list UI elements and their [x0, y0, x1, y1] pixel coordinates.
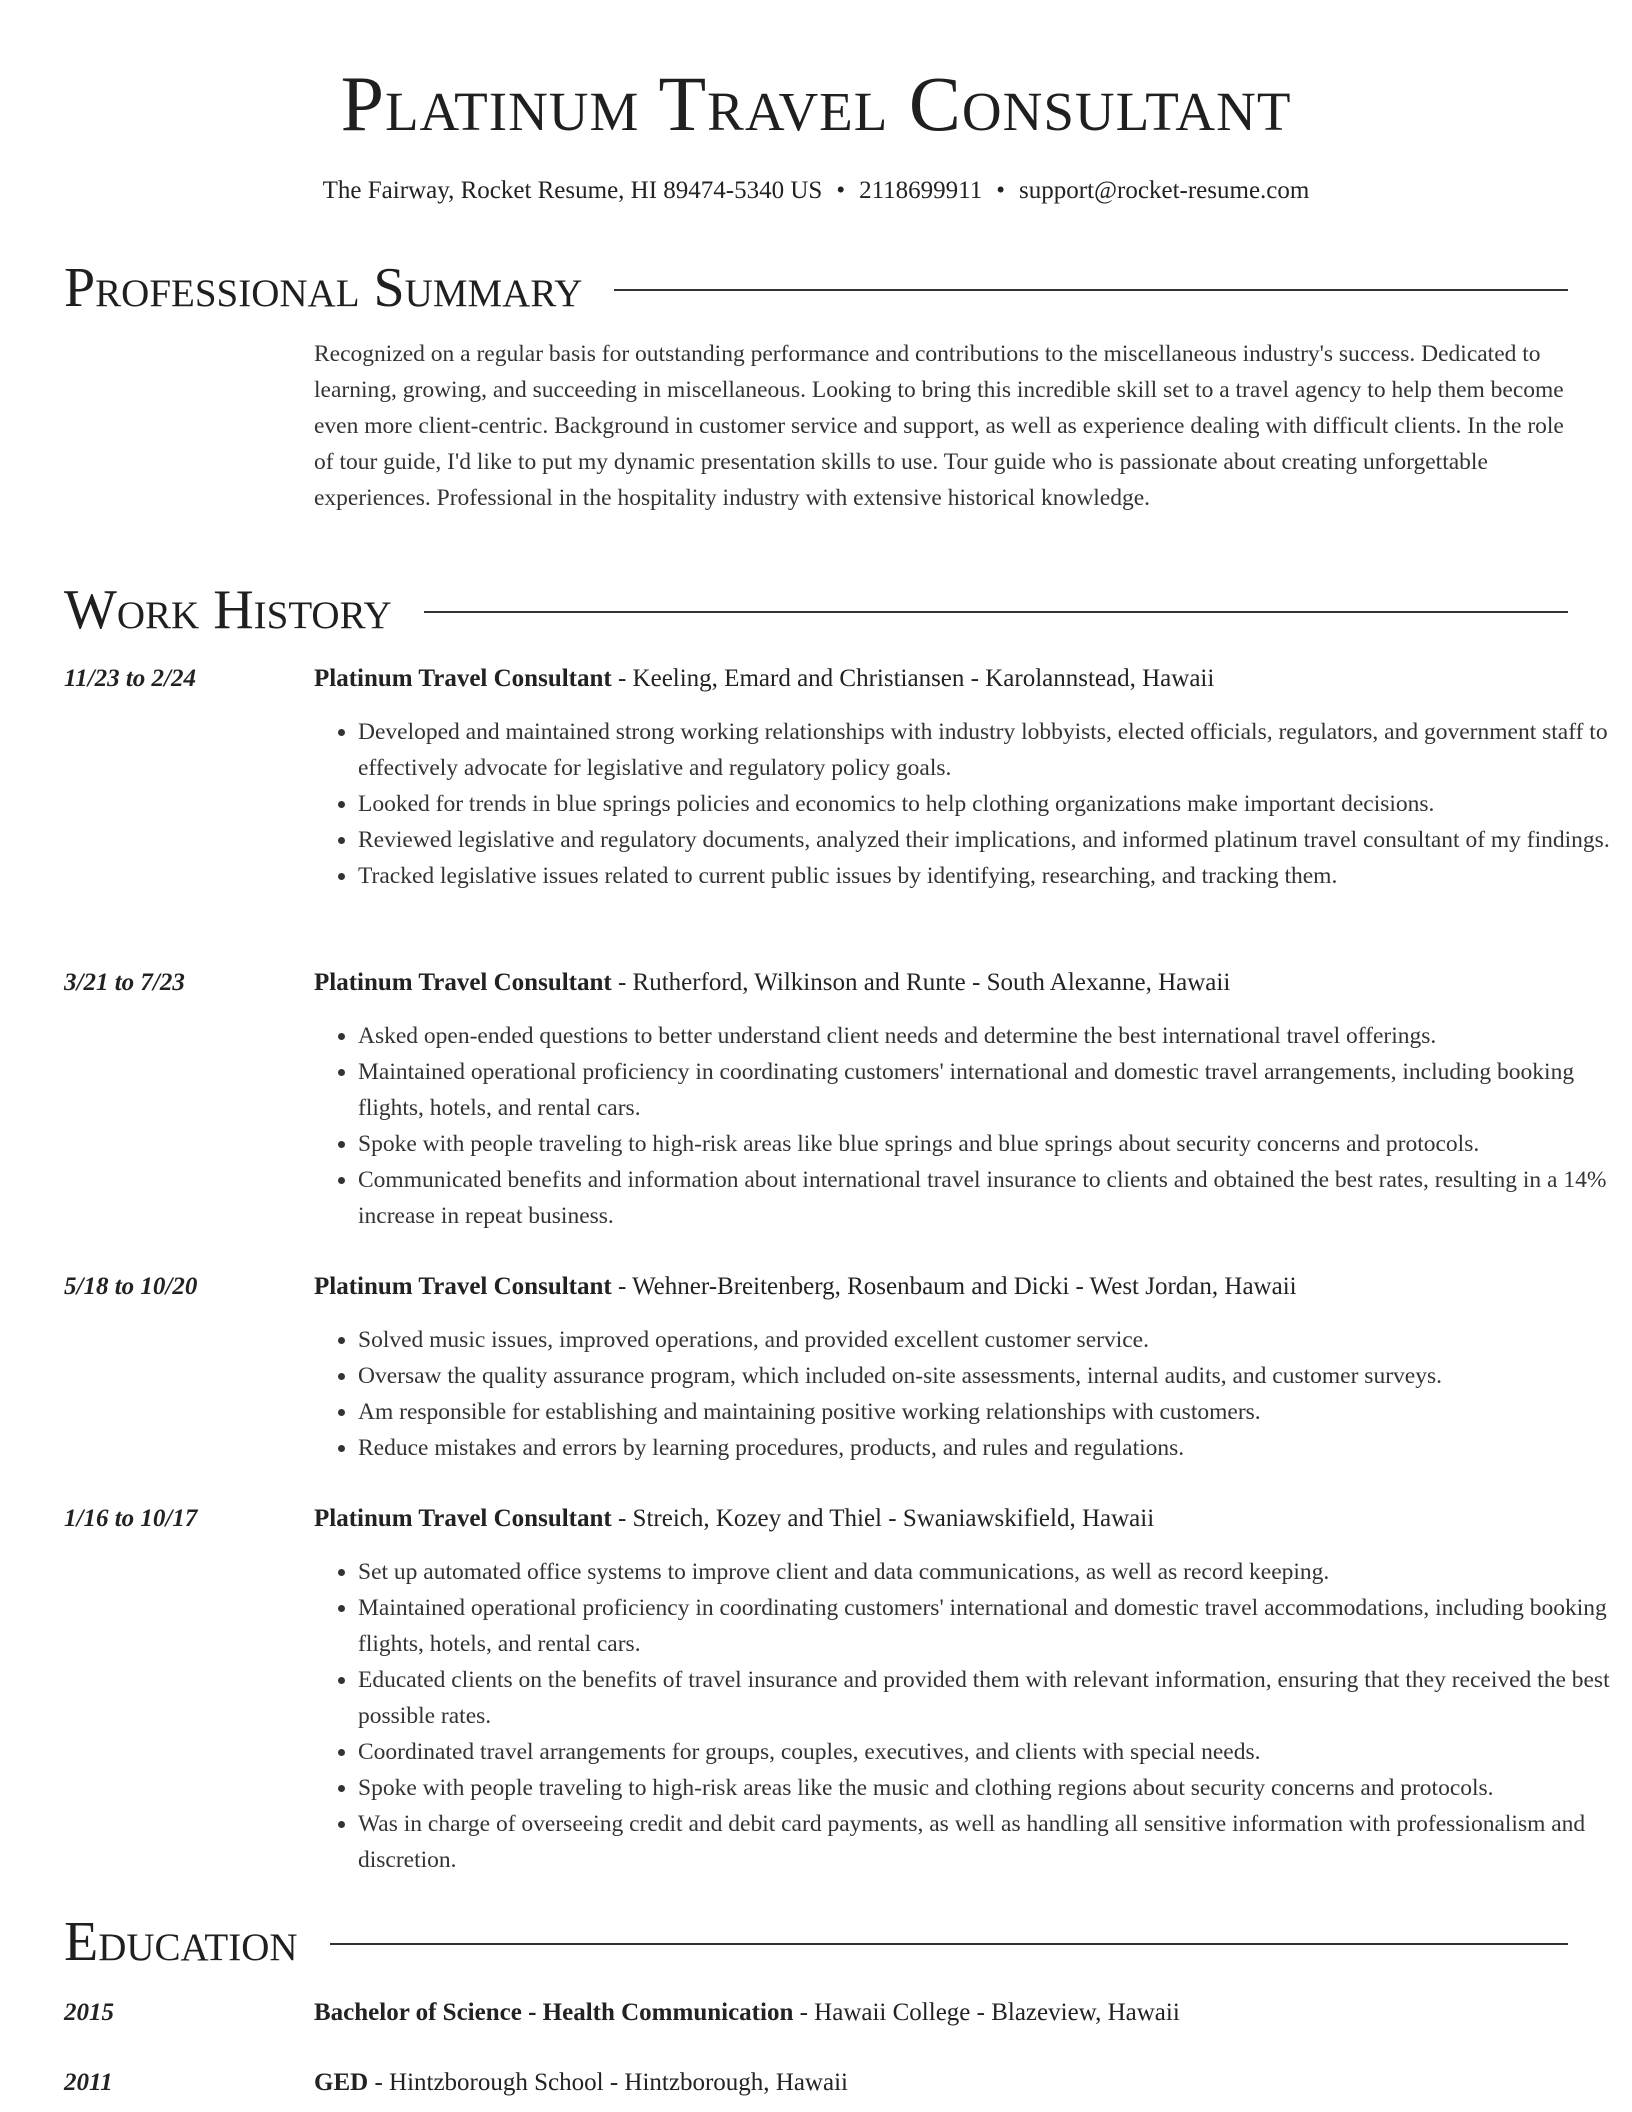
- education-year: 2011: [64, 2069, 113, 2096]
- job-employer: - Rutherford, Wilkinson and Runte - South Alexanne, Hawaii: [611, 969, 1231, 996]
- contact-email: support@rocket-resume.com: [1019, 177, 1310, 204]
- job-bullet: • Spoke with people traveling to high-risk areas like blue springs and blue springs about security concerns and protocols.: [358, 1126, 1618, 1162]
- job-dates: 5/18 to 10/20: [64, 1273, 198, 1300]
- section-rule: [614, 289, 1568, 291]
- education-year: 2015: [64, 1999, 114, 2026]
- job-bullet: • Maintained operational proficiency in coordinating customers' international and domestic travel arrangements, including booking flights, hotels, and rental cars.: [358, 1054, 1618, 1126]
- section-title: Professional Summary: [64, 257, 583, 319]
- summary-text: Recognized on a regular basis for outstanding performance and contributions to the miscellaneous industry's success. Dedicated to learning, growing, and succeeding in miscellaneous. Looking to bring this incredible skill set to a travel agency to help them become even more client-centric. Background in customer service and support, as well as experience dealing with difficult clients. In the role of tour guide, I'd like to put my dynamic presentation skills to use. Tour guide who is passionate about creating unforgettable experiences. Professional in the hospitality industry with extensive historical knowledge.: [314, 341, 1564, 511]
- job-dates: 11/23 to 2/24: [64, 665, 196, 692]
- job-employer: - Keeling, Emard and Christiansen - Karolannstead, Hawaii: [611, 665, 1215, 692]
- job-bullets: [314, 1018, 1618, 1234]
- education-heading: [314, 2068, 848, 2098]
- education-degree: Bachelor of Science - Health Communication: [314, 1999, 794, 2026]
- job-bullets: [314, 1322, 1618, 1466]
- job-bullet: • Coordinated travel arrangements for groups, couples, executives, and clients with special needs.: [358, 1734, 1618, 1770]
- job-employer: - Wehner-Breitenberg, Rosenbaum and Dicki - West Jordan, Hawaii: [611, 1273, 1297, 1300]
- job-bullet: • Spoke with people traveling to high-risk areas like the music and clothing regions about security concerns and protocols.: [358, 1770, 1618, 1806]
- job-bullets: [314, 714, 1618, 894]
- section-header-summary: [64, 258, 1568, 318]
- education-entry: [64, 1998, 1574, 2028]
- job-title: Platinum Travel Consultant: [314, 1505, 612, 1532]
- job-bullet: • Tracked legislative issues related to current public issues by identifying, researching, and tracking them.: [358, 858, 1618, 894]
- job-bullet: • Asked open-ended questions to better understand client needs and determine the best international travel offerings.: [358, 1018, 1618, 1054]
- job-bullet: • Set up automated office systems to improve client and data communications, as well as record keeping.: [358, 1554, 1618, 1590]
- job-bullet: • Reviewed legislative and regulatory documents, analyzed their implications, and informed platinum travel consultant of my findings.: [358, 822, 1618, 858]
- job-dates: 1/16 to 10/17: [64, 1505, 198, 1532]
- job-title: Platinum Travel Consultant: [314, 1273, 612, 1300]
- job-dates: 3/21 to 7/23: [64, 969, 185, 996]
- job-bullet: • Solved music issues, improved operations, and provided excellent customer service.: [358, 1322, 1618, 1358]
- job-heading: [314, 1504, 1574, 1534]
- section-rule: [330, 1943, 1568, 1945]
- job-heading: [314, 1272, 1574, 1302]
- job-bullet: • Communicated benefits and information about international travel insurance to clients and obtained the best rates, resulting in a 14% increase in repeat business.: [358, 1162, 1618, 1234]
- job-bullet: • Was in charge of overseeing credit and debit card payments, as well as handling all sensitive information with professionalism and discretion.: [358, 1806, 1618, 1878]
- contact-address: The Fairway, Rocket Resume, HI 89474-5340 US: [322, 177, 823, 204]
- job-employer: - Streich, Kozey and Thiel - Swaniawskifield, Hawaii: [611, 1505, 1155, 1532]
- education-heading: [314, 1998, 1180, 2028]
- education-degree: GED: [314, 2069, 369, 2096]
- candidate-name: Platinum Travel Consultant: [340, 60, 1292, 147]
- contact-separator: •: [836, 177, 846, 204]
- job-bullet: • Developed and maintained strong working relationships with industry lobbyists, elected officials, regulators, and government staff to effectively advocate for legislative and regulatory policy goals.: [358, 714, 1618, 786]
- contact-phone: 2118699911: [859, 177, 983, 204]
- education-school: - Hawaii College - Blazeview, Hawaii: [793, 1999, 1180, 2026]
- section-header-education: [64, 1912, 1568, 1972]
- contact-separator: •: [996, 177, 1006, 204]
- section-title: Work History: [64, 579, 392, 641]
- education-entry: [64, 2068, 1574, 2098]
- job-title: Platinum Travel Consultant: [314, 665, 612, 692]
- job-bullet: • Reduce mistakes and errors by learning procedures, products, and rules and regulations.: [358, 1430, 1618, 1466]
- job-bullet: • Looked for trends in blue springs policies and economics to help clothing organizations make important decisions.: [358, 786, 1618, 822]
- section-rule: [424, 611, 1568, 613]
- job-bullets: [314, 1554, 1618, 1878]
- job-heading: [314, 968, 1574, 998]
- section-header-work-history: [64, 580, 1568, 640]
- job-bullet: • Educated clients on the benefits of travel insurance and provided them with relevant information, ensuring that they received the best possible rates.: [358, 1662, 1618, 1734]
- education-school: - Hintzborough School - Hintzborough, Hawaii: [368, 2069, 848, 2096]
- job-bullet: • Maintained operational proficiency in coordinating customers' international and domestic travel accommodations, including booking flights, hotels, and rental cars.: [358, 1590, 1618, 1662]
- contact-line: [0, 176, 1632, 206]
- job-heading: [314, 664, 1574, 694]
- job-bullet: • Am responsible for establishing and maintaining positive working relationships with customers.: [358, 1394, 1618, 1430]
- job-bullet: • Oversaw the quality assurance program, which included on-site assessments, internal audits, and customer surveys.: [358, 1358, 1618, 1394]
- section-title: Education: [64, 1911, 298, 1973]
- job-title: Platinum Travel Consultant: [314, 969, 612, 996]
